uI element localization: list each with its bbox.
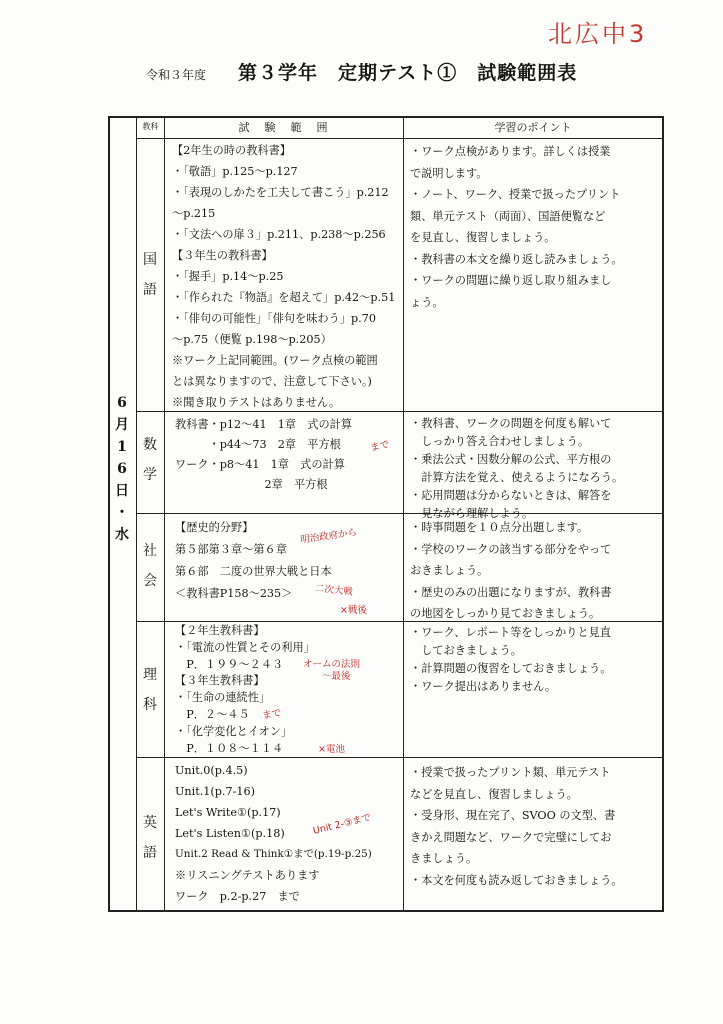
subject-char: 理	[143, 667, 157, 683]
point-line: で説明します。	[410, 166, 488, 180]
point-line: ・ワーク点検があります。詳しくは授業	[410, 145, 611, 158]
point-line: ・教科書、ワークの問題を何度も解いて	[410, 417, 612, 430]
date-char: 6	[117, 395, 127, 411]
subject-column-divider	[164, 116, 165, 912]
subject-char: 社	[143, 543, 157, 559]
range-line: ※ワーク上記同範囲。(ワーク点検の範囲	[172, 354, 378, 367]
range-line: 【2年生の時の教科書】	[172, 144, 291, 157]
point-line: ・受身形、現在完了、SVOO の文型、書	[410, 809, 616, 822]
range-line: Unit.1(p.7-16)	[175, 785, 255, 798]
japanese-points	[410, 141, 660, 313]
point-line: きましょう。	[410, 852, 478, 865]
math-range	[175, 415, 401, 495]
table-border-left	[108, 116, 110, 912]
point-line: ょう。	[410, 295, 444, 309]
point-line: ・学校のワークの該当する部分をやって	[410, 542, 612, 556]
exam-date-vertical	[111, 392, 133, 546]
point-line: ・ノート、ワーク、授業で扱ったプリント	[410, 188, 621, 201]
point-line: 類、単元テスト（両面）、国語便覧など	[410, 209, 606, 223]
social-range	[175, 517, 401, 605]
range-line: 第６部 二度の世界大戦と日本	[175, 565, 332, 578]
range-line: ・「化学変化とイオン」	[175, 724, 293, 738]
range-line: ・「作られた『物語』を超えて」p.42〜p.51	[172, 291, 396, 304]
subject-math	[139, 430, 161, 490]
japanese-range	[172, 140, 402, 413]
range-column-divider	[403, 116, 404, 912]
range-line: 【３年生の教科書】	[172, 249, 273, 262]
range-line: ・「表現のしかたを工夫して書こう」p.212	[172, 186, 389, 199]
point-line: ・授業で扱ったプリント類、単元テスト	[410, 766, 611, 779]
range-line: Unit.2 Read & Think①まで(p.19-p.25)	[175, 848, 372, 860]
range-line: Let's Write①(p.17)	[175, 806, 281, 819]
point-line: しっかり答え合わせしましょう。	[410, 435, 590, 448]
header-range: 試 験 範 囲	[238, 121, 330, 134]
header-subject: 教科	[142, 122, 159, 131]
subject-char: 英	[143, 815, 157, 831]
range-line: ・「電流の性質とその利用」	[175, 640, 315, 654]
table-border-bottom	[108, 910, 664, 912]
point-line: 計算方法を覚え、使えるようになろう。	[410, 471, 624, 484]
handwritten-annotation: オームの法則	[303, 659, 361, 670]
range-line: 教科書・p12〜41 1章 式の計算	[175, 418, 353, 431]
handwritten-annotation: 明治政府から	[299, 527, 358, 546]
point-line: を見直し、復習しましょう。	[410, 231, 556, 244]
date-char: 6	[117, 461, 127, 477]
handwritten-annotation: 〜最後	[322, 671, 351, 682]
range-line: ワーク p.2-p.27 まで	[175, 890, 300, 903]
range-line: ・「文法への扉３」p.211、p.238〜p.256	[172, 228, 386, 241]
table-border-right	[662, 116, 664, 912]
point-line: おきましょう。	[410, 564, 489, 577]
subject-char: 学	[143, 467, 157, 483]
date-char: ・	[115, 505, 129, 521]
range-line: Let's Listen①(p.18)	[175, 827, 285, 840]
math-points	[410, 415, 660, 523]
subject-science	[139, 660, 161, 720]
science-range	[175, 623, 401, 757]
subject-char: 語	[143, 282, 157, 298]
range-line: 2章 平方根	[175, 478, 328, 491]
point-line: の地図をしっかり見ておきましょう。	[410, 607, 601, 620]
subject-char: 会	[143, 573, 157, 589]
date-char: 月	[115, 417, 129, 433]
range-line: ・「敬語」p.125〜p.127	[172, 165, 298, 178]
point-line: ・時事問題を１０点分出題します。	[410, 521, 589, 534]
date-char: 日	[115, 483, 129, 499]
english-points	[410, 762, 660, 891]
range-line: 【歴史的分野】	[175, 521, 254, 534]
point-line: ・乗法公式・因数分解の公式、平方根の	[410, 453, 612, 466]
header-points: 学習のポイント	[494, 121, 572, 134]
range-line: ※聞き取りテストはありません。	[172, 396, 341, 409]
table-border-top	[108, 116, 664, 118]
range-line: 【３年生教科書】	[175, 674, 265, 688]
date-char: 1	[117, 439, 127, 455]
range-line: ・「俳句の可能性」「俳句を味わう」p.70	[172, 312, 376, 325]
range-line: P．２〜４５	[175, 707, 250, 721]
range-line: P．１０８〜１１４	[175, 741, 284, 755]
header-divider	[136, 138, 664, 139]
page-title: 第３学年 定期テスト① 試験範囲表	[238, 62, 578, 84]
subject-char: 数	[143, 437, 157, 453]
point-line: ・応用問題は分からないときは、解答を	[410, 489, 612, 502]
science-points	[410, 624, 660, 696]
range-line: 〜p.215	[172, 207, 216, 220]
range-line: 【２年生教科書】	[175, 624, 265, 637]
subject-char: 科	[143, 697, 157, 713]
range-line: 〜p.75（便覧 p.198〜p.205）	[172, 333, 332, 346]
subject-social	[139, 536, 161, 596]
handwritten-annotation: ×電池	[318, 744, 345, 755]
range-line: ワーク・p8〜41 1章 式の計算	[175, 458, 345, 471]
range-line: とは異なりますので、注意して下さい。)	[172, 375, 372, 388]
point-line: ・教科書の本文を繰り返し読みましょう。	[410, 252, 623, 266]
point-line: ・ワーク、レポート等をしっかりと見直	[410, 626, 611, 639]
point-line: しておきましょう。	[410, 644, 522, 657]
handwritten-annotation: 二次大戦	[314, 583, 354, 598]
handwritten-annotation: Unit 2-③まで	[311, 811, 373, 837]
range-line: Unit.0(p.4.5)	[175, 764, 248, 777]
handwritten-annotation: ×戦後	[340, 605, 367, 616]
social-points	[410, 517, 660, 625]
range-line: 第５部第３章〜第６章	[175, 543, 287, 556]
point-line: ・本文を何度も読み返しておきましょう。	[410, 873, 623, 887]
range-line: ＜教科書P158〜235＞	[175, 587, 293, 600]
date-char: 水	[115, 527, 129, 543]
english-range	[175, 760, 403, 907]
subject-japanese	[139, 245, 161, 305]
range-line: ・「握手」p.14〜p.25	[172, 270, 284, 283]
handwritten-annotation: まで	[369, 439, 391, 454]
era-label: 令和３年度	[146, 68, 207, 82]
point-line: ・ワーク提出はありません。	[410, 680, 557, 693]
date-column-divider	[136, 116, 137, 912]
point-line: などを見直し、復習しましょう。	[410, 787, 578, 801]
point-line: 見ながら理解しよう。	[410, 507, 534, 520]
range-line: ※リスニングテストあります	[175, 869, 320, 882]
handwritten-school-note: 北広中3	[548, 20, 648, 48]
point-line: ・計算問題の復習をしておきましょう。	[410, 662, 612, 675]
range-line: ・p44〜73 2章 平方根	[175, 438, 341, 451]
subject-char: 語	[143, 845, 157, 861]
point-line: きかえ問題など、ワークで完璧にしてお	[410, 830, 612, 844]
point-line: ・歴史のみの出題になりますが、教科書	[410, 585, 612, 599]
range-line: ・「生命の連続性」	[175, 691, 271, 705]
point-line: ・ワークの問題に繰り返し取り組みまし	[410, 274, 612, 287]
handwritten-annotation: まで	[261, 707, 283, 722]
range-line: P．１９９〜２４３	[175, 657, 284, 671]
subject-char: 国	[143, 252, 157, 268]
subject-english	[139, 808, 161, 868]
